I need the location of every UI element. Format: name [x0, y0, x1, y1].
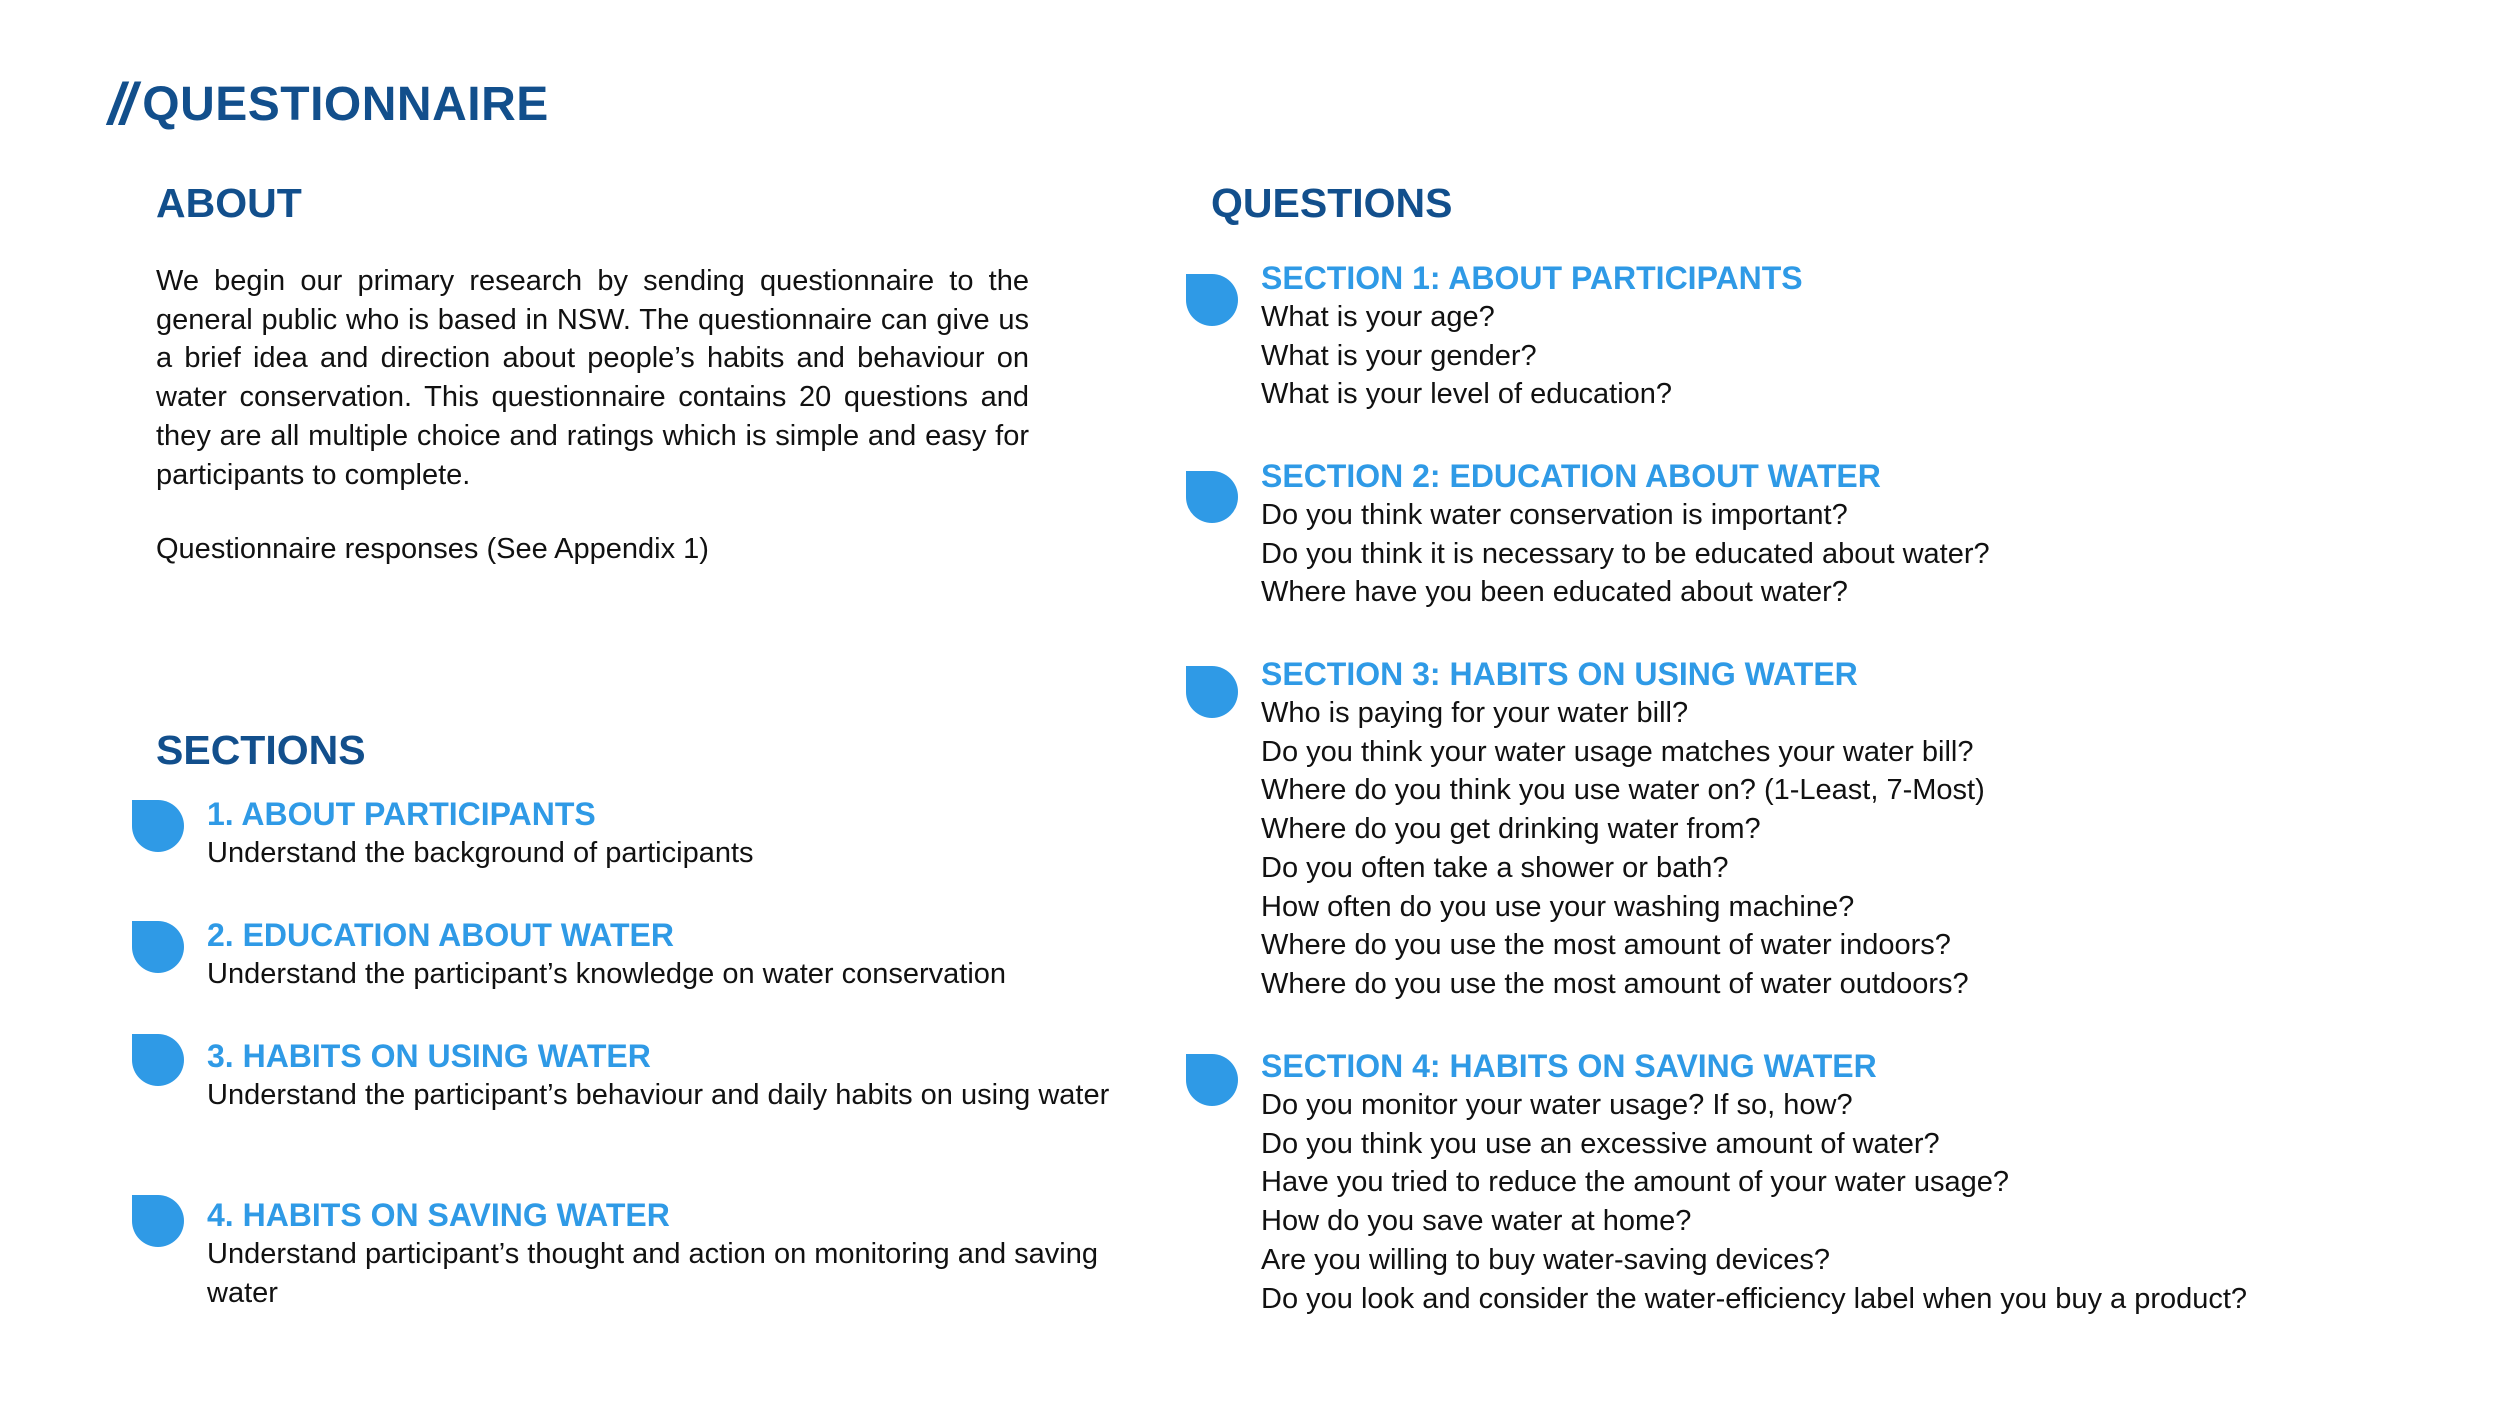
question-item: Do you think water conservation is important? [1261, 499, 1848, 531]
water-drop-icon [132, 1034, 184, 1086]
question-item: Where do you get drinking water from? [1261, 813, 1761, 846]
question-item: How often do you use your washing machine? [1261, 890, 1855, 923]
section-item-title: 4. HABITS ON SAVING WATER [207, 1197, 670, 1233]
about-heading: ABOUT [156, 180, 302, 226]
question-item: Where have you been educated about water? [1261, 576, 1848, 609]
section-item-description: Understand participant’s thought and action on monitoring and saving water [207, 1238, 1098, 1309]
title-text: QUESTIONNAIRE [142, 77, 549, 131]
page-title [108, 72, 549, 136]
section-item-description: Understand the background of participants [207, 837, 754, 869]
question-item: Do you think it is necessary to be educated about water? [1261, 537, 1990, 570]
section-item-4 [207, 1195, 1137, 1312]
section-item-title: 1. ABOUT PARTICIPANTS [207, 796, 596, 832]
question-group-2 [1261, 456, 2461, 612]
section-item-description: Understand the participant’s knowledge on water conservation [207, 958, 1007, 990]
section-item-title: 2. EDUCATION ABOUT WATER [207, 917, 674, 953]
title-slashes: // [108, 71, 133, 137]
question-item: Do you look and consider the water-efficiency label when you buy a product? [1261, 1282, 2248, 1315]
question-item: What is your level of education? [1261, 378, 1673, 411]
question-item: Do you think your water usage matches your water bill? [1261, 735, 1974, 768]
question-item: Are you willing to buy water-saving devices? [1261, 1243, 1830, 1276]
question-group-title: SECTION 2: EDUCATION ABOUT WATER [1261, 458, 1881, 494]
section-item-2 [207, 915, 1137, 994]
question-group-3 [1261, 654, 2461, 1004]
section-item-title: 3. HABITS ON USING WATER [207, 1038, 651, 1074]
water-drop-icon [1186, 274, 1238, 326]
question-group-title: SECTION 3: HABITS ON USING WATER [1261, 656, 1858, 692]
question-group-1 [1261, 258, 2461, 414]
water-drop-icon [1186, 471, 1238, 523]
question-item: Have you tried to reduce the amount of your water usage? [1261, 1166, 2009, 1199]
question-item: Where do you think you use water on? (1-Least, 7-Most) [1261, 774, 1985, 807]
water-drop-icon [132, 800, 184, 852]
question-group-title: SECTION 4: HABITS ON SAVING WATER [1261, 1048, 1877, 1084]
question-item: What is your age? [1261, 301, 1495, 333]
about-paragraph: We begin our primary research by sending questionnaire to the general public who is based in NSW. The questionnaire can give us a brief idea and direction about people’s habits and behaviour on water conservation. This questionnaire contains 20 questions and they are all multiple choice and ratings which is simple and easy for participants to complete. [156, 265, 1029, 491]
about-appendix-note: Questionnaire responses (See Appendix 1) [156, 533, 709, 565]
question-item: How do you save water at home? [1261, 1205, 1692, 1238]
section-item-description: Understand the participant’s behaviour and daily habits on using water [207, 1079, 1110, 1111]
question-group-title: SECTION 1: ABOUT PARTICIPANTS [1261, 260, 1803, 296]
question-item: What is your gender? [1261, 339, 1537, 372]
question-item: Who is paying for your water bill? [1261, 697, 1689, 729]
question-item: Where do you use the most amount of water indoors? [1261, 929, 1951, 962]
water-drop-icon [132, 921, 184, 973]
question-item: Do you often take a shower or bath? [1261, 851, 1729, 884]
sections-heading: SECTIONS [156, 727, 366, 773]
questions-heading: QUESTIONS [1211, 180, 1453, 226]
question-item: Do you think you use an excessive amount of water? [1261, 1127, 1940, 1160]
water-drop-icon [132, 1195, 184, 1247]
section-item-3 [207, 1036, 1137, 1115]
question-item: Do you monitor your water usage? If so, how? [1261, 1089, 1853, 1121]
question-item: Where do you use the most amount of water outdoors? [1261, 967, 1969, 1000]
section-item-1 [207, 794, 1137, 873]
water-drop-icon [1186, 1054, 1238, 1106]
water-drop-icon [1186, 666, 1238, 718]
question-group-4 [1261, 1046, 2461, 1318]
